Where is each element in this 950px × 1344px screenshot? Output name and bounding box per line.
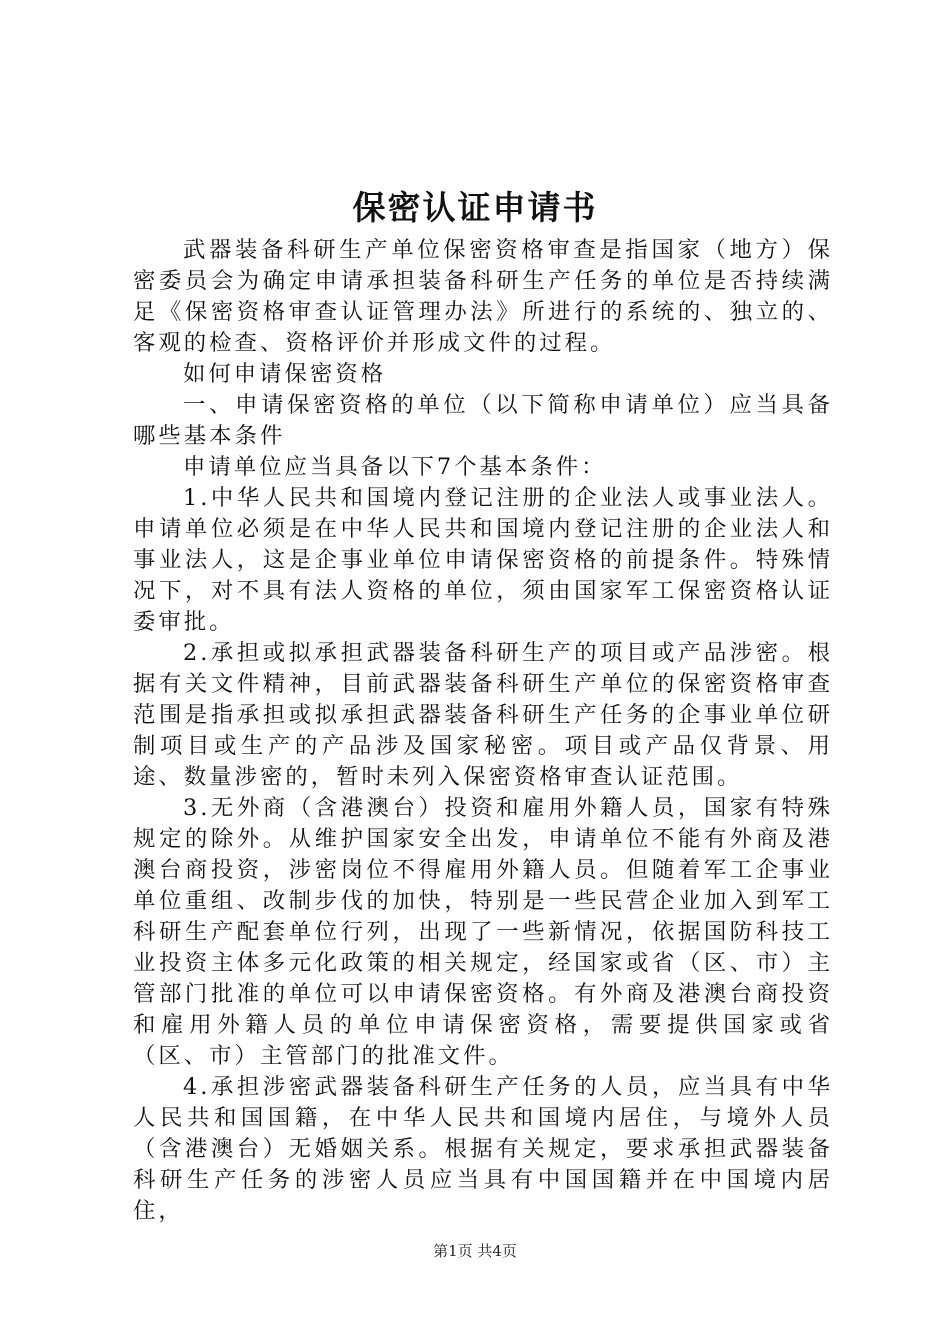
conditions-intro: 申请单位应当具备以下7个基本条件： bbox=[183, 454, 607, 480]
page-footer: 第1页 共4页 bbox=[433, 1242, 517, 1260]
condition-3: 3.无外商（含港澳台）投资和雇用外籍人员，国家有特殊规定的除外。从维护国家安全出发，申请单位不能有外商及港澳台商投资，涉密岗位不得雇用外籍人员。但随着军工企事业单位重组、改制步伐的加快，特别是一些民营企业加入到军工科研生产配套单位行列，出现了一些新情况，依据国防科技工业投资主体多元化政策的相关规定，经国家或省（区、市）主管部门批准的单位可以申请保密资格。有外商及港澳台商投资和雇用外籍人员的单位申请保密资格，需要提供国家或省（区、市）主管部门的批准文件。 bbox=[133, 795, 833, 1069]
question-heading: 一、申请保密资格的单位（以下简称申请单位）应当具备哪些基本条件 bbox=[133, 392, 833, 449]
intro-paragraph: 武器装备科研生产单位保密资格审查是指国家（地方）保密委员会为确定申请承担装备科研生产任务的单位是否持续满足《保密资格审查认证管理办法》所进行的系统的、独立的、客观的检查、资格评价并形成文件的过程。 bbox=[133, 237, 833, 356]
condition-2: 2.承担或拟承担武器装备科研生产的项目或产品涉密。根据有关文件精神，目前武器装备科研生产单位的保密资格审查范围是指承担或拟承担武器装备科研生产任务的企事业单位研制项目或生产的产品涉及国家秘密。项目或产品仅背景、用途、数量涉密的，暂时未列入保密资格审查认证范围。 bbox=[133, 640, 833, 790]
condition-1: 1.中华人民共和国境内登记注册的企业法人或事业法人。申请单位必须是在中华人民共和国境内登记注册的企业法人和事业法人，这是企事业单位申请保密资格的前提条件。特殊情况下，对不具有法人资格的单位，须由国家军工保密资格认证委审批。 bbox=[133, 485, 833, 635]
document-title: 保密认证申请书 bbox=[352, 188, 598, 227]
condition-4: 4.承担涉密武器装备科研生产任务的人员，应当具有中华人民共和国国籍，在中华人民共和国境内居住，与境外人员（含港澳台）无婚姻关系。根据有关规定，要求承担武器装备科研生产任务的涉密人员应当具有中国国籍并在中国境内居住， bbox=[133, 1074, 833, 1224]
section-heading: 如何申请保密资格 bbox=[183, 361, 387, 387]
document-body bbox=[133, 235, 833, 1227]
